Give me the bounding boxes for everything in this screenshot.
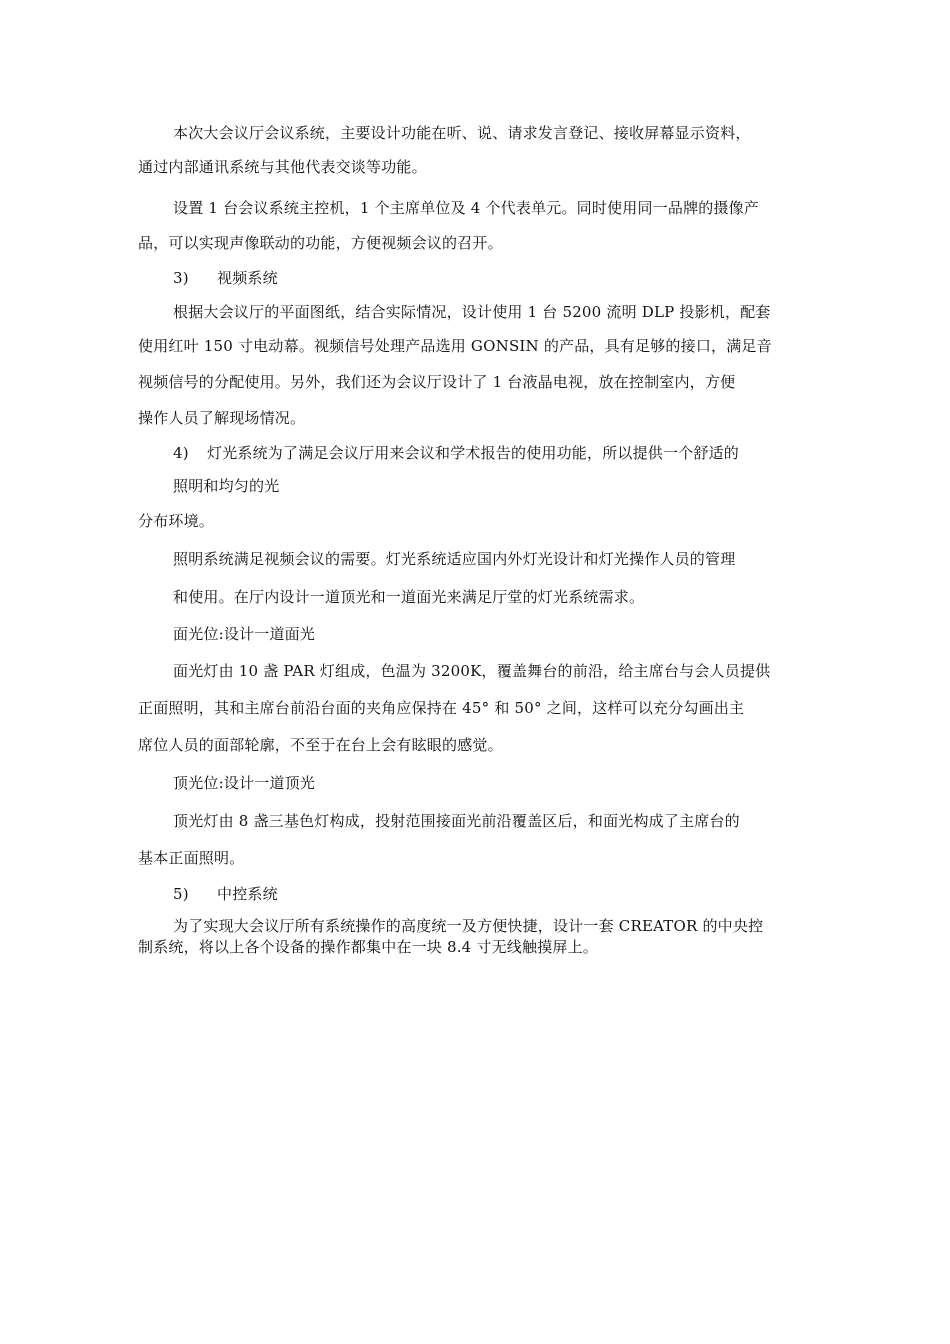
paragraph-line: 设置 1 台会议系统主控机，1 个主席单位及 4 个代表单元。同时使用同一品牌的摄像产 bbox=[173, 199, 760, 217]
paragraph-line: 视频信号的分配使用。另外，我们还为会议厅设计了 1 台液晶电视，放在控制室内，方便 bbox=[138, 373, 736, 391]
section-number: 3) bbox=[173, 269, 189, 287]
paragraph-line: 顶光灯由 8 盏三基色灯构成，投射范围接面光前沿覆盖区后，和面光构成了主席台的 bbox=[173, 812, 740, 830]
paragraph-line: 基本正面照明。 bbox=[138, 849, 245, 867]
subheading-front-light: 面光位:设计一道面光 bbox=[173, 625, 316, 643]
section-heading-lighting bbox=[173, 443, 739, 463]
paragraph-line: 根据大会议厅的平面图纸，结合实际情况，设计使用 1 台 5200 流明 DLP 投影机，配套 bbox=[173, 303, 771, 321]
paragraph-line: 面光灯由 10 盏 PAR 灯组成，色温为 3200K，覆盖舞台的前沿，给主席台与会人员提供 bbox=[173, 662, 771, 680]
paragraph-line: 本次大会议厅会议系统，主要设计功能在听、说、请求发言登记、接收屏幕显示资料， bbox=[173, 124, 751, 142]
section-heading-control bbox=[173, 884, 278, 904]
paragraph-line: 通过内部通讯系统与其他代表交谈等功能。 bbox=[138, 158, 427, 176]
paragraph-line: 为了实现大会议厅所有系统操作的高度统一及方便快捷，设计一套 CREATOR 的中央控 bbox=[173, 917, 764, 935]
section-title: 中控系统 bbox=[217, 885, 278, 903]
paragraph-line: 品，可以实现声像联动的功能，方便视频会议的召开。 bbox=[138, 234, 503, 252]
paragraph-line: 和使用。在厅内设计一道顶光和一道面光来满足厅堂的灯光系统需求。 bbox=[173, 588, 645, 606]
paragraph-line: 照明和均匀的光 bbox=[173, 477, 280, 495]
subheading-top-light: 顶光位:设计一道顶光 bbox=[173, 774, 316, 792]
paragraph-line: 使用红叶 150 寸电动幕。视频信号处理产品选用 GONSIN 的产品，具有足够的接口，满足音 bbox=[138, 337, 772, 355]
paragraph-line: 照明系统满足视频会议的需要。灯光系统适应国内外灯光设计和灯光操作人员的管理 bbox=[173, 550, 736, 568]
paragraph-line: 制系统，将以上各个设备的操作都集中在一块 8.4 寸无线触摸屏上。 bbox=[138, 938, 598, 956]
section-number: 4) bbox=[173, 444, 189, 462]
section-title: 灯光系统为了满足会议厅用来会议和学术报告的使用功能，所以提供一个舒适的 bbox=[207, 444, 740, 462]
paragraph-line: 分布环境。 bbox=[138, 512, 215, 530]
paragraph-line: 席位人员的面部轮廓，不至于在台上会有眩眼的感觉。 bbox=[138, 736, 503, 754]
section-title: 视频系统 bbox=[217, 269, 278, 287]
paragraph-line: 正面照明，其和主席台前沿台面的夹角应保持在 45° 和 50° 之间，这样可以充分勾画出主 bbox=[138, 699, 745, 717]
section-heading-video bbox=[173, 268, 278, 288]
paragraph-line: 操作人员了解现场情况。 bbox=[138, 409, 306, 427]
section-number: 5) bbox=[173, 885, 189, 903]
